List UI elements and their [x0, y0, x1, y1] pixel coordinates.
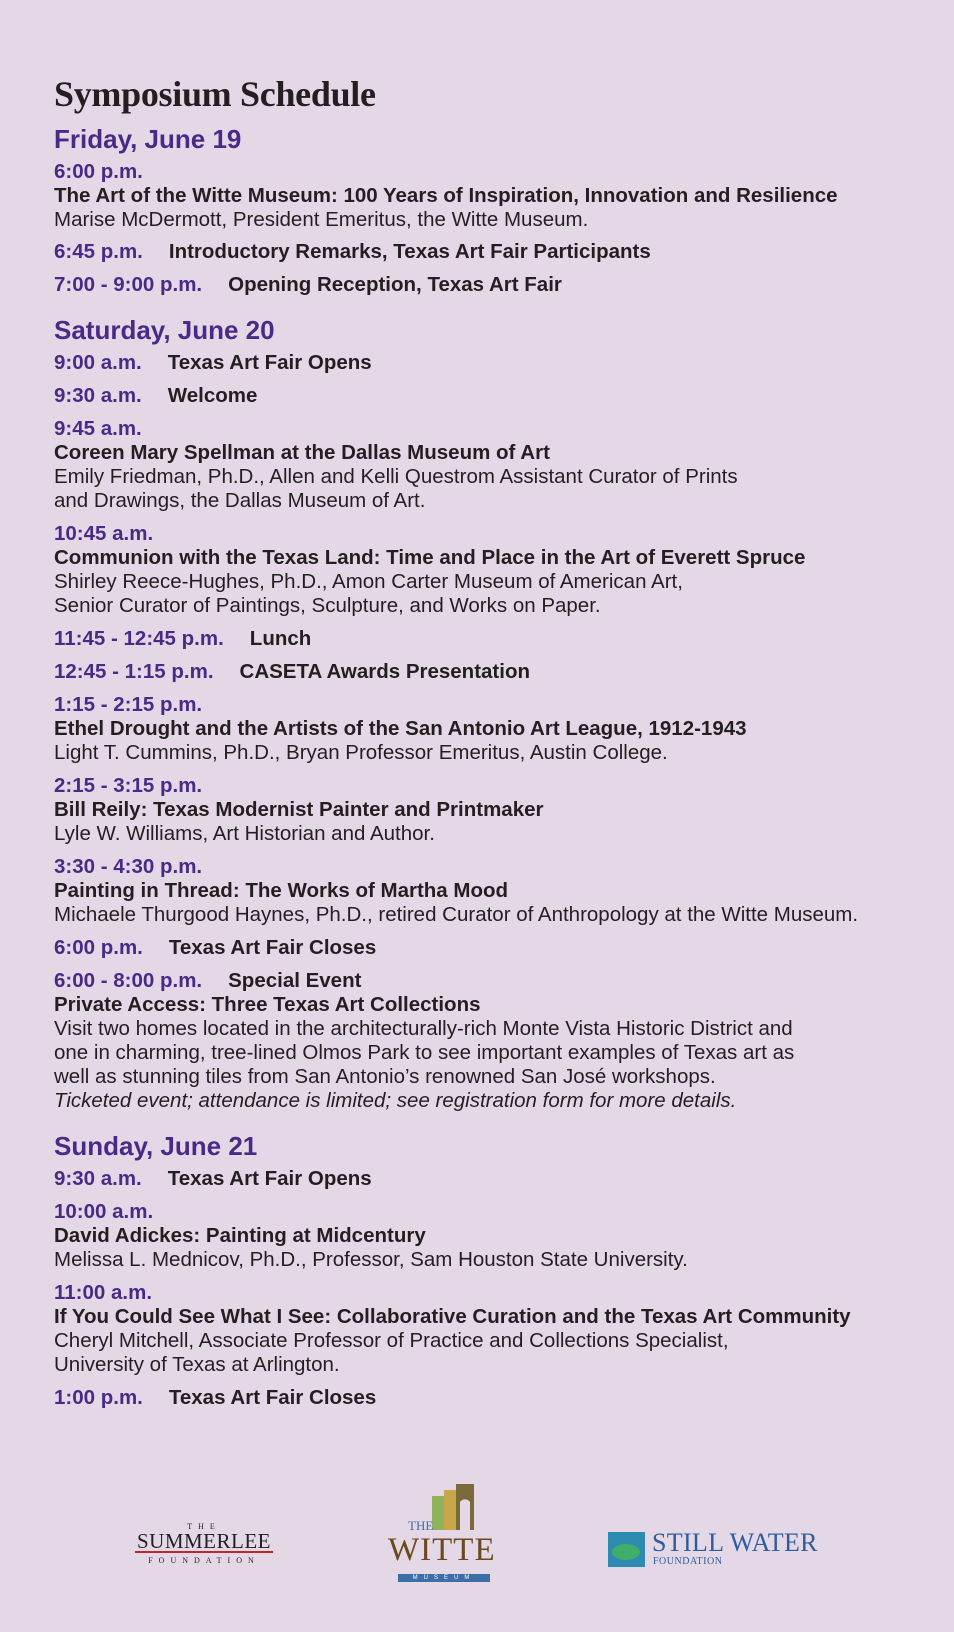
entry-speaker: Marise McDermott, President Emeritus, the Witte Museum.: [54, 208, 589, 231]
entry-title: The Art of the Witte Museum: 100 Years of Inspiration, Innovation and Resilience: [54, 184, 838, 207]
schedule-entry: [54, 855, 934, 927]
schedule-entry: [54, 1167, 934, 1191]
day-heading-friday: Friday, June 19: [54, 124, 242, 154]
entry-time: 10:00 a.m.: [54, 1200, 154, 1223]
witte-arch-icon: [426, 1482, 486, 1534]
entry-note: Ticketed event; attendance is limited; see registration form for more details.: [54, 1089, 737, 1112]
still-water-foundation-logo: [608, 1528, 848, 1578]
entry-title: Introductory Remarks, Texas Art Fair Participants: [168, 240, 651, 263]
entry-speaker: University of Texas at Arlington.: [54, 1353, 340, 1376]
witte-museum-logo: [386, 1488, 506, 1581]
schedule-entry: [54, 627, 934, 651]
entry-title: Texas Art Fair Closes: [168, 936, 377, 959]
schedule-entry: [54, 774, 934, 846]
entry-speaker: Shirley Reece-Hughes, Ph.D., Amon Carter Museum of American Art,: [54, 570, 683, 593]
schedule-entry: [54, 384, 934, 408]
entry-time: 9:00 a.m.: [54, 351, 142, 374]
entry-title: Opening Reception, Texas Art Fair: [228, 273, 562, 296]
entry-time: 10:45 a.m.: [54, 522, 154, 545]
logo-text: FOUNDATION: [653, 1556, 723, 1567]
entry-time: 6:00 p.m.: [54, 160, 143, 183]
logo-text: THE: [408, 1518, 434, 1533]
entry-title: David Adickes: Painting at Midcentury: [54, 1224, 426, 1247]
entry-time: 6:00 - 8:00 p.m.: [54, 969, 203, 992]
entry-title: Special Event: [228, 969, 362, 992]
entry-title: Texas Art Fair Closes: [168, 1386, 377, 1409]
entry-title: Texas Art Fair Opens: [167, 1167, 372, 1190]
logo-text: STILL WATER: [652, 1528, 818, 1557]
entry-time: 7:00 - 9:00 p.m.: [54, 273, 203, 296]
entry-speaker: Cheryl Mitchell, Associate Professor of Practice and Collections Specialist,: [54, 1329, 729, 1352]
entry-time: 11:00 a.m.: [54, 1281, 153, 1304]
day-heading-saturday: Saturday, June 20: [54, 315, 275, 345]
entry-speaker: Emily Friedman, Ph.D., Allen and Kelli Questrom Assistant Curator of Prints: [54, 465, 738, 488]
day-heading-sunday: Sunday, June 21: [54, 1131, 258, 1161]
schedule-entry: [54, 522, 934, 618]
schedule-entry: [54, 417, 934, 513]
entry-time: 9:30 a.m.: [54, 1167, 142, 1190]
page-title: Symposium Schedule: [54, 74, 376, 114]
entry-speaker: Light T. Cummins, Ph.D., Bryan Professor Emeritus, Austin College.: [54, 741, 668, 764]
schedule-entry: [54, 273, 934, 297]
entry-speaker: Lyle W. Williams, Art Historian and Author.: [54, 822, 435, 845]
entry-title: Texas Art Fair Opens: [167, 351, 372, 374]
entry-time: 1:00 p.m.: [54, 1386, 143, 1409]
entry-title: Communion with the Texas Land: Time and Place in the Art of Everett Spruce: [54, 546, 806, 569]
schedule: [54, 74, 934, 1410]
schedule-entry: [54, 240, 934, 264]
entry-description: one in charming, tree-lined Olmos Park to see important examples of Texas art as: [54, 1041, 795, 1064]
logo-text: THE: [187, 1522, 221, 1531]
entry-speaker: Melissa L. Mednicov, Ph.D., Professor, Sam Houston State University.: [54, 1248, 688, 1271]
entry-title: Ethel Drought and the Artists of the San Antonio Art League, 1912-1943: [54, 717, 747, 740]
entry-time: 6:45 p.m.: [54, 240, 143, 263]
entry-title: If You Could See What I See: Collaborative Curation and the Texas Art Community: [54, 1305, 851, 1328]
entry-description: Visit two homes located in the architecturally-rich Monte Vista Historic District and: [54, 1017, 793, 1040]
entry-subtitle: Private Access: Three Texas Art Collections: [54, 993, 481, 1016]
logo-text: MUSEUM: [398, 1574, 490, 1582]
entry-time: 9:45 a.m.: [54, 417, 142, 440]
entry-time: 6:00 p.m.: [54, 936, 143, 959]
entry-time: 1:15 - 2:15 p.m.: [54, 693, 203, 716]
entry-speaker: and Drawings, the Dallas Museum of Art.: [54, 489, 426, 512]
schedule-entry: [54, 1386, 934, 1410]
entry-title: Painting in Thread: The Works of Martha Mood: [54, 879, 509, 902]
entry-speaker: Senior Curator of Paintings, Sculpture, and Works on Paper.: [54, 594, 601, 617]
schedule-entry: [54, 693, 934, 765]
logo-text: FOUNDATION: [148, 1556, 260, 1565]
entry-title: Lunch: [249, 627, 312, 650]
schedule-entry: [54, 1281, 934, 1377]
entry-time: 9:30 a.m.: [54, 384, 142, 407]
logo-text: SUMMERLEE: [136, 1529, 271, 1553]
entry-title: Bill Reily: Texas Modernist Painter and Printmaker: [54, 798, 544, 821]
logo-text: WITTE: [388, 1532, 496, 1568]
schedule-entry: [54, 660, 934, 684]
entry-title: Welcome: [167, 384, 258, 407]
schedule-entry: [54, 1200, 934, 1272]
leaf-icon: [608, 1532, 645, 1567]
schedule-entry: [54, 969, 934, 1113]
entry-time: 12:45 - 1:15 p.m.: [54, 660, 214, 683]
entry-speaker: Michaele Thurgood Haynes, Ph.D., retired Curator of Anthropology at the Witte Museum.: [54, 903, 859, 926]
entry-title: Coreen Mary Spellman at the Dallas Museum of Art: [54, 441, 550, 464]
entry-description: well as stunning tiles from San Antonio’s renowned San José workshops.: [54, 1065, 716, 1088]
summerlee-foundation-logo: [124, 1522, 284, 1565]
entry-time: 2:15 - 3:15 p.m.: [54, 774, 203, 797]
schedule-entry: [54, 160, 934, 232]
schedule-entry: [54, 936, 934, 960]
entry-title: CASETA Awards Presentation: [239, 660, 530, 683]
sponsor-logos: [0, 1488, 954, 1588]
entry-time: 3:30 - 4:30 p.m.: [54, 855, 203, 878]
schedule-entry: [54, 351, 934, 375]
entry-time: 11:45 - 12:45 p.m.: [54, 627, 224, 650]
